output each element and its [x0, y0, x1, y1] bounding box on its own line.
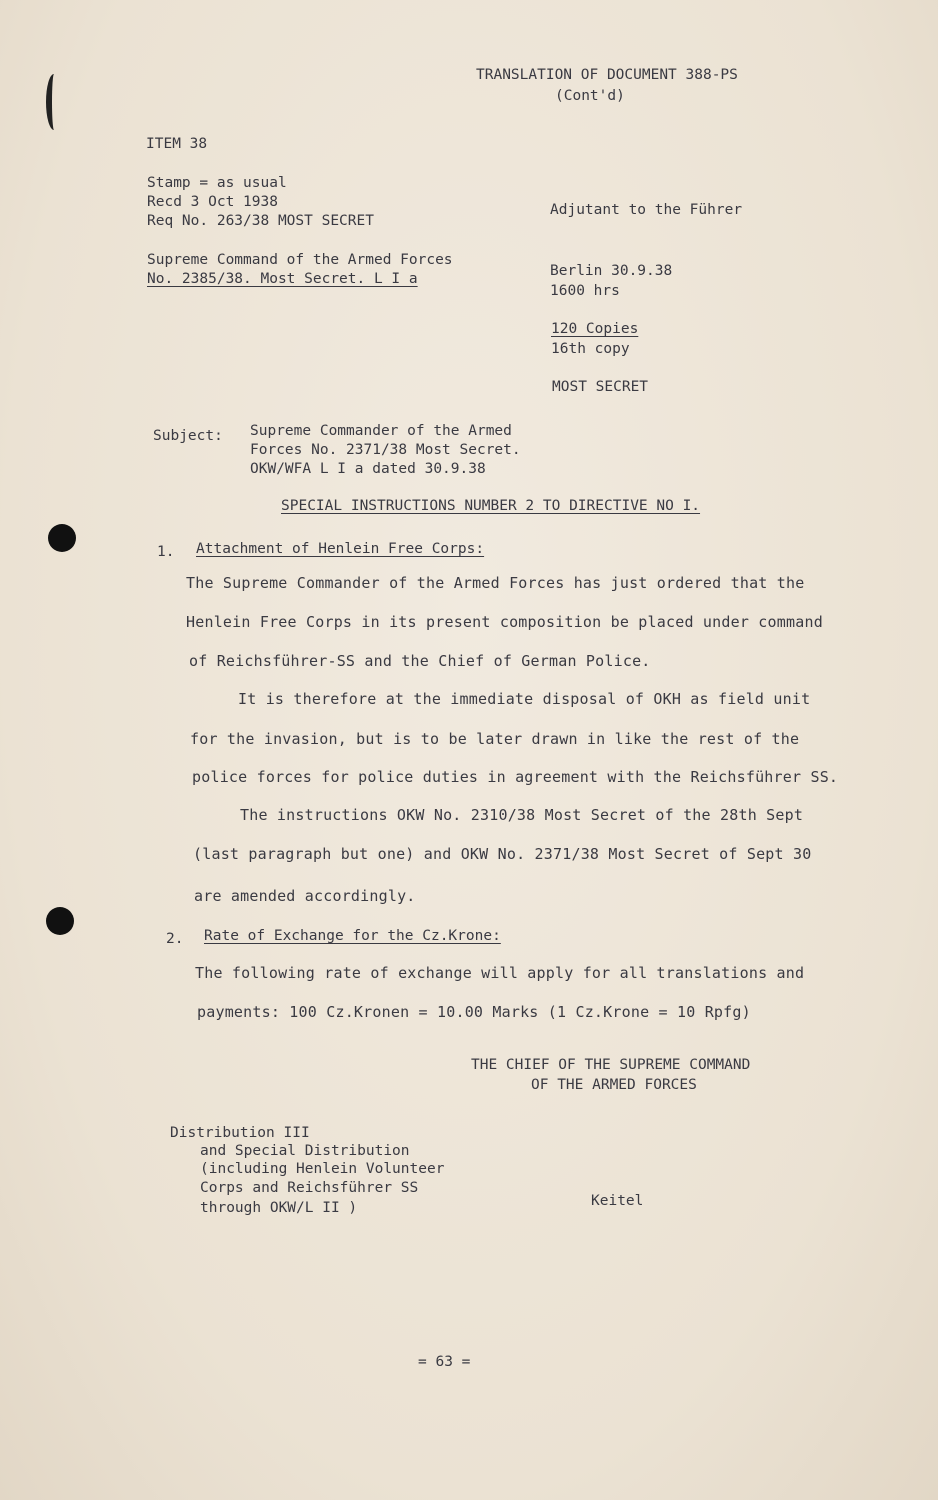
distribution-line: Corps and Reichsführer SS: [200, 1180, 419, 1196]
document-title: TRANSLATION OF DOCUMENT 388-PS: [476, 67, 738, 83]
request-number: Req No. 263/38 MOST SECRET: [147, 213, 374, 229]
paragraph-line: Henlein Free Corps in its present composition be placed under command: [186, 613, 823, 631]
command-reference: No. 2385/38. Most Secret. L I a: [147, 271, 418, 287]
instructions-heading: SPECIAL INSTRUCTIONS NUMBER 2 TO DIRECTIVE NO I.: [281, 498, 701, 514]
classification: MOST SECRET: [552, 379, 649, 395]
subject-line: OKW/WFA L I a dated 30.9.38: [250, 461, 486, 477]
time: 1600 hrs: [550, 283, 620, 299]
section-title: Rate of Exchange for the Cz.Krone:: [204, 928, 501, 944]
paragraph-line: police forces for police duties in agreement with the Reichsführer SS.: [192, 768, 839, 786]
paragraph-line: It is therefore at the immediate disposal of OKH as field unit: [238, 690, 811, 708]
distribution-line: Distribution III: [170, 1125, 310, 1141]
paragraph-line: (last paragraph but one) and OKW No. 2371/38 Most Secret of Sept 30: [193, 845, 812, 863]
place-date: Berlin 30.9.38: [550, 263, 673, 279]
stamp-line: Stamp = as usual: [147, 175, 287, 191]
signatory-name: Keitel: [591, 1193, 644, 1209]
paragraph-line: are amended accordingly.: [194, 887, 416, 905]
section-number: 2.: [166, 931, 184, 947]
paragraph-line: of Reichsführer-SS and the Chief of German Police.: [189, 652, 651, 670]
subject-label: Subject:: [153, 428, 223, 444]
document-continued: (Cont'd): [555, 88, 625, 104]
distribution-line: and Special Distribution: [200, 1143, 410, 1159]
signatory-title: THE CHIEF OF THE SUPREME COMMAND: [471, 1057, 751, 1073]
subject-line: Forces No. 2371/38 Most Secret.: [250, 442, 521, 458]
paragraph-line: for the invasion, but is to be later drawn in like the rest of the: [190, 730, 800, 748]
copies-count: 120 Copies: [551, 321, 639, 337]
paragraph-line: payments: 100 Cz.Kronen = 10.00 Marks (1 Cz.Krone = 10 Rpfg): [197, 1003, 751, 1021]
punch-hole-bottom: [46, 907, 74, 935]
adjutant-line: Adjutant to the Führer: [550, 202, 743, 218]
command-line: Supreme Command of the Armed Forces: [147, 252, 453, 268]
paragraph-line: The Supreme Commander of the Armed Forces has just ordered that the: [186, 574, 805, 592]
punch-hole-top: [48, 524, 76, 552]
item-number: ITEM 38: [146, 136, 208, 152]
copy-number: 16th copy: [551, 341, 630, 357]
section-title: Attachment of Henlein Free Corps:: [196, 541, 485, 557]
section-number: 1.: [157, 544, 175, 560]
margin-mark: [46, 74, 62, 130]
signatory-title: OF THE ARMED FORCES: [531, 1077, 697, 1093]
page-number: = 63 =: [418, 1354, 471, 1370]
distribution-line: through OKW/L II ): [200, 1200, 358, 1216]
distribution-line: (including Henlein Volunteer: [200, 1161, 445, 1177]
paragraph-line: The instructions OKW No. 2310/38 Most Secret of the 28th Sept: [240, 806, 804, 824]
subject-line: Supreme Commander of the Armed: [250, 423, 512, 439]
received-date: Recd 3 Oct 1938: [147, 194, 278, 210]
paragraph-line: The following rate of exchange will apply for all translations and: [195, 964, 805, 982]
